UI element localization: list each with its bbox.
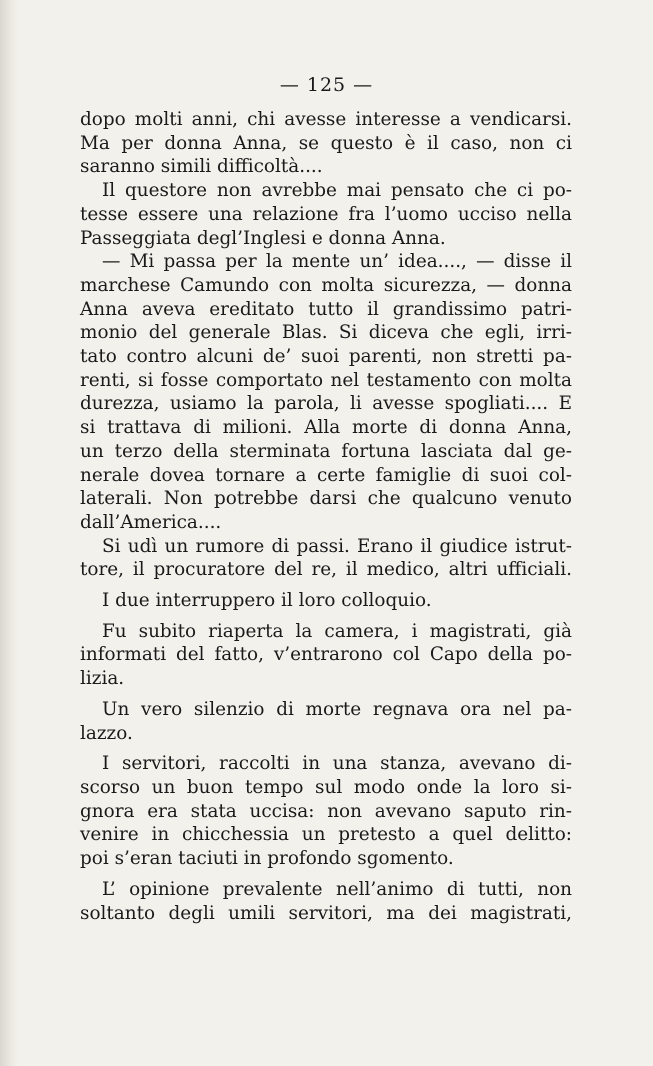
text-line: Anna aveva ereditato tutto il grandissimo patri- xyxy=(80,298,572,320)
text-line: monio del generale Blas. Si diceva che egli, irri- xyxy=(80,322,572,344)
text-line: lazzo. xyxy=(80,722,133,744)
text-line: si trattava di milioni. Alla morte di donna Anna, xyxy=(80,417,572,439)
page-number: — 125 — xyxy=(279,74,374,96)
text-line: nerale dovea tornare a certe famiglie di suoi col- xyxy=(80,464,572,486)
text-line: — Mi passa per la mente un’ idea...., — disse il xyxy=(102,251,572,273)
text-line: tesse essere una relazione fra l’uomo ucciso nella xyxy=(80,203,572,225)
text-line: I servitori, raccolti in una stanza, avevano di- xyxy=(102,753,572,775)
text-line: Un vero silenzio di morte regnava ora nel pa- xyxy=(102,698,572,720)
text-line: scorso un buon tempo sul modo onde la loro si- xyxy=(80,776,572,798)
text-line: dall’America.... xyxy=(80,511,222,533)
text-line: saranno simili difficoltà.... xyxy=(80,156,323,178)
text-line: informati del fatto, v’entrarono col Capo della po- xyxy=(80,644,572,666)
text-line: L’ opinione prevalente nell’animo di tutti, non xyxy=(102,878,572,900)
text-line: Il questore non avrebbe mai pensato che ci po- xyxy=(102,180,572,202)
text-line: lizia. xyxy=(80,668,125,690)
page-edge-shadow xyxy=(0,0,18,1066)
text-line: durezza, usiamo la parola, li avesse spogliati.... E xyxy=(80,393,572,415)
text-line: venire in chicchessia un pretesto a quel delitto: xyxy=(80,824,572,846)
text-line: tore, il procuratore del re, il medico, altri ufficiali. xyxy=(80,559,572,581)
text-line: Passeggiata degl’Inglesi e donna Anna. xyxy=(80,227,446,249)
text-line: laterali. Non potrebbe darsi che qualcuno venuto xyxy=(80,488,572,510)
text-line: tato contro alcuni de’ suoi parenti, non stretti pa- xyxy=(80,346,572,368)
text-line: gnora era stata uccisa: non avevano saputo rin- xyxy=(80,800,572,822)
text-line: dopo molti anni, chi avesse interesse a vendicarsi. xyxy=(80,109,572,130)
body-text xyxy=(80,108,572,925)
text-line: I due interruppero il loro colloquio. xyxy=(102,590,432,612)
text-line: poi s’eran taciuti in profondo sgomento. xyxy=(80,848,454,870)
text-line: Si udì un rumore di passi. Erano il giudice istrut- xyxy=(102,535,572,557)
text-line: un terzo della sterminata fortuna lasciata dal ge- xyxy=(80,440,572,462)
text-line: Fu subito riaperta la camera, i magistrati, già xyxy=(102,620,572,642)
text-line: Ma per donna Anna, se questo è il caso, non ci xyxy=(80,132,572,154)
text-line: soltanto degli umili servitori, ma dei magistrati, xyxy=(80,902,572,924)
text-line: marchese Camundo con molta sicurezza, — donna xyxy=(80,274,572,296)
text-line: renti, si fosse comportato nel testamento con molta xyxy=(80,369,572,391)
